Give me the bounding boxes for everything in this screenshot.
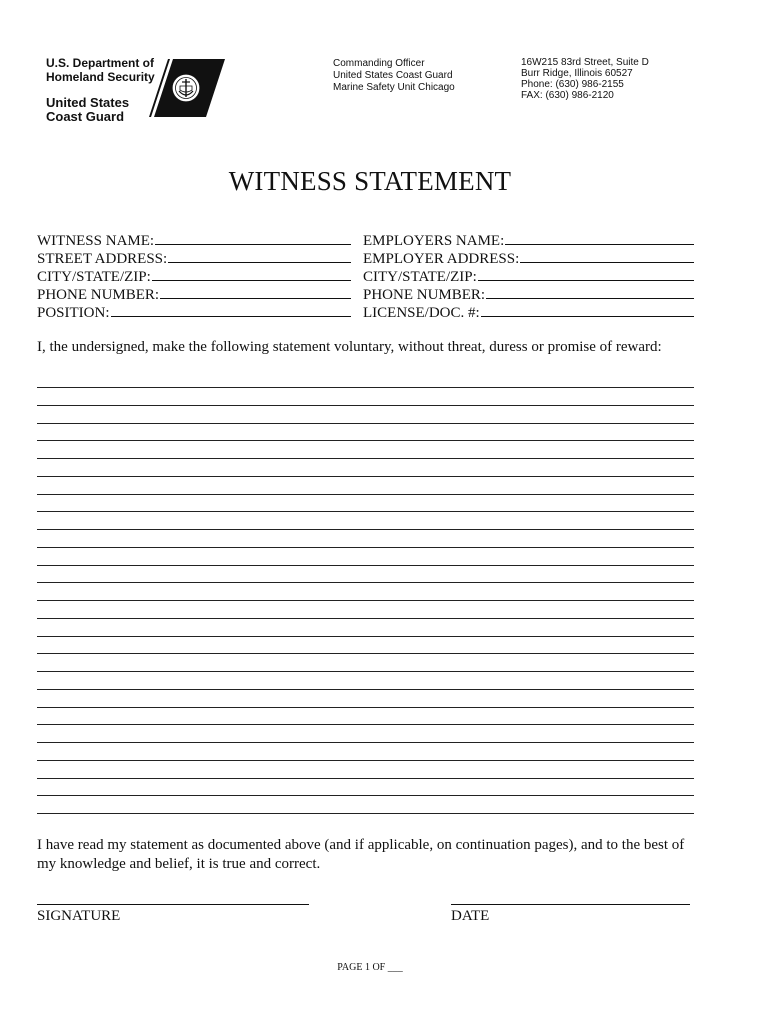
- license-doc-input-line[interactable]: [481, 303, 694, 317]
- writing-line[interactable]: [37, 600, 694, 618]
- writing-line[interactable]: [37, 778, 694, 796]
- employer-phone-number-input-line[interactable]: [486, 285, 694, 299]
- writing-line[interactable]: [37, 494, 694, 512]
- writing-line[interactable]: [37, 724, 694, 742]
- field-employer-phone-number: [363, 285, 694, 303]
- writing-line[interactable]: [37, 565, 694, 583]
- coast-guard-line-2: Coast Guard: [46, 109, 125, 124]
- office-line: Commanding Officer: [333, 58, 425, 69]
- field-street-address: [37, 249, 351, 267]
- address-line: 16W215 83rd Street, Suite D: [521, 57, 649, 68]
- writing-line[interactable]: [37, 671, 694, 689]
- field-label: STREET ADDRESS:: [37, 251, 168, 267]
- phone-number-input-line[interactable]: [160, 285, 351, 299]
- page-title: WITNESS STATEMENT: [228, 166, 512, 196]
- statement-intro: I, the undersigned, make the following statement voluntary, without threat, duress or promise of reward:: [37, 339, 662, 355]
- field-label: WITNESS NAME:: [37, 233, 155, 249]
- writing-line[interactable]: [37, 760, 694, 778]
- date-line[interactable]: [451, 904, 690, 905]
- writing-line[interactable]: [37, 476, 694, 494]
- employers-name-input-line[interactable]: [505, 231, 694, 245]
- writing-line[interactable]: [37, 405, 694, 423]
- field-phone-number: [37, 285, 351, 303]
- writing-line[interactable]: [37, 423, 694, 441]
- field-label: LICENSE/DOC. #:: [363, 305, 480, 321]
- attestation-text: I have read my statement as documented above (and if applicable, on continuation pages), and to the best of my knowledge and belief, it is true and correct.: [37, 837, 685, 872]
- office-line: Marine Safety Unit Chicago: [333, 82, 455, 93]
- statement-writing-area[interactable]: [37, 387, 694, 831]
- signature-line[interactable]: [37, 904, 309, 905]
- writing-line[interactable]: [37, 387, 694, 405]
- writing-line[interactable]: [37, 795, 694, 813]
- field-label: EMPLOYERS NAME:: [363, 233, 505, 249]
- field-employer-city-state-zip: [363, 267, 694, 285]
- field-license-doc: [363, 303, 694, 321]
- writing-line[interactable]: [37, 529, 694, 547]
- address-line: Burr Ridge, Illinois 60527: [521, 68, 633, 79]
- writing-line[interactable]: [37, 707, 694, 725]
- address-block: [521, 57, 649, 101]
- coast-guard-emblem-icon: [146, 57, 226, 119]
- agency-line-2: Homeland Security: [46, 70, 155, 84]
- writing-line[interactable]: [37, 813, 694, 831]
- field-label: EMPLOYER ADDRESS:: [363, 251, 520, 267]
- field-position: [37, 303, 351, 321]
- office-line: United States Coast Guard: [333, 70, 453, 81]
- employer-fields: [363, 231, 694, 321]
- field-label: CITY/STATE/ZIP:: [363, 269, 477, 285]
- field-employer-address: [363, 249, 694, 267]
- field-witness-name: [37, 231, 351, 249]
- writing-line[interactable]: [37, 742, 694, 760]
- writing-line[interactable]: [37, 440, 694, 458]
- field-label: PHONE NUMBER:: [363, 287, 486, 303]
- field-label: CITY/STATE/ZIP:: [37, 269, 151, 285]
- field-city-state-zip: [37, 267, 351, 285]
- writing-line[interactable]: [37, 618, 694, 636]
- writing-line[interactable]: [37, 689, 694, 707]
- phone-line: Phone: (630) 986-2155: [521, 79, 624, 90]
- field-label: POSITION:: [37, 305, 110, 321]
- fax-line: FAX: (630) 986-2120: [521, 90, 614, 101]
- writing-line[interactable]: [37, 511, 694, 529]
- writing-line[interactable]: [37, 582, 694, 600]
- date-label: DATE: [451, 908, 490, 924]
- witness-name-input-line[interactable]: [155, 231, 351, 245]
- page-number: PAGE 1 OF ___: [337, 962, 403, 973]
- city-state-zip-input-line[interactable]: [152, 267, 351, 281]
- agency-block: [46, 56, 155, 124]
- agency-line-1: U.S. Department of: [46, 56, 155, 70]
- writing-line[interactable]: [37, 458, 694, 476]
- position-input-line[interactable]: [111, 303, 351, 317]
- signature-label: SIGNATURE: [37, 908, 121, 924]
- office-block: [333, 58, 455, 94]
- writing-line[interactable]: [37, 547, 694, 565]
- field-employers-name: [363, 231, 694, 249]
- employer-city-state-zip-input-line[interactable]: [478, 267, 694, 281]
- writing-line[interactable]: [37, 653, 694, 671]
- field-label: PHONE NUMBER:: [37, 287, 160, 303]
- employer-address-input-line[interactable]: [520, 249, 694, 263]
- coast-guard-line-1: United States: [46, 95, 130, 110]
- witness-fields: [37, 231, 351, 321]
- writing-line[interactable]: [37, 636, 694, 654]
- street-address-input-line[interactable]: [168, 249, 351, 263]
